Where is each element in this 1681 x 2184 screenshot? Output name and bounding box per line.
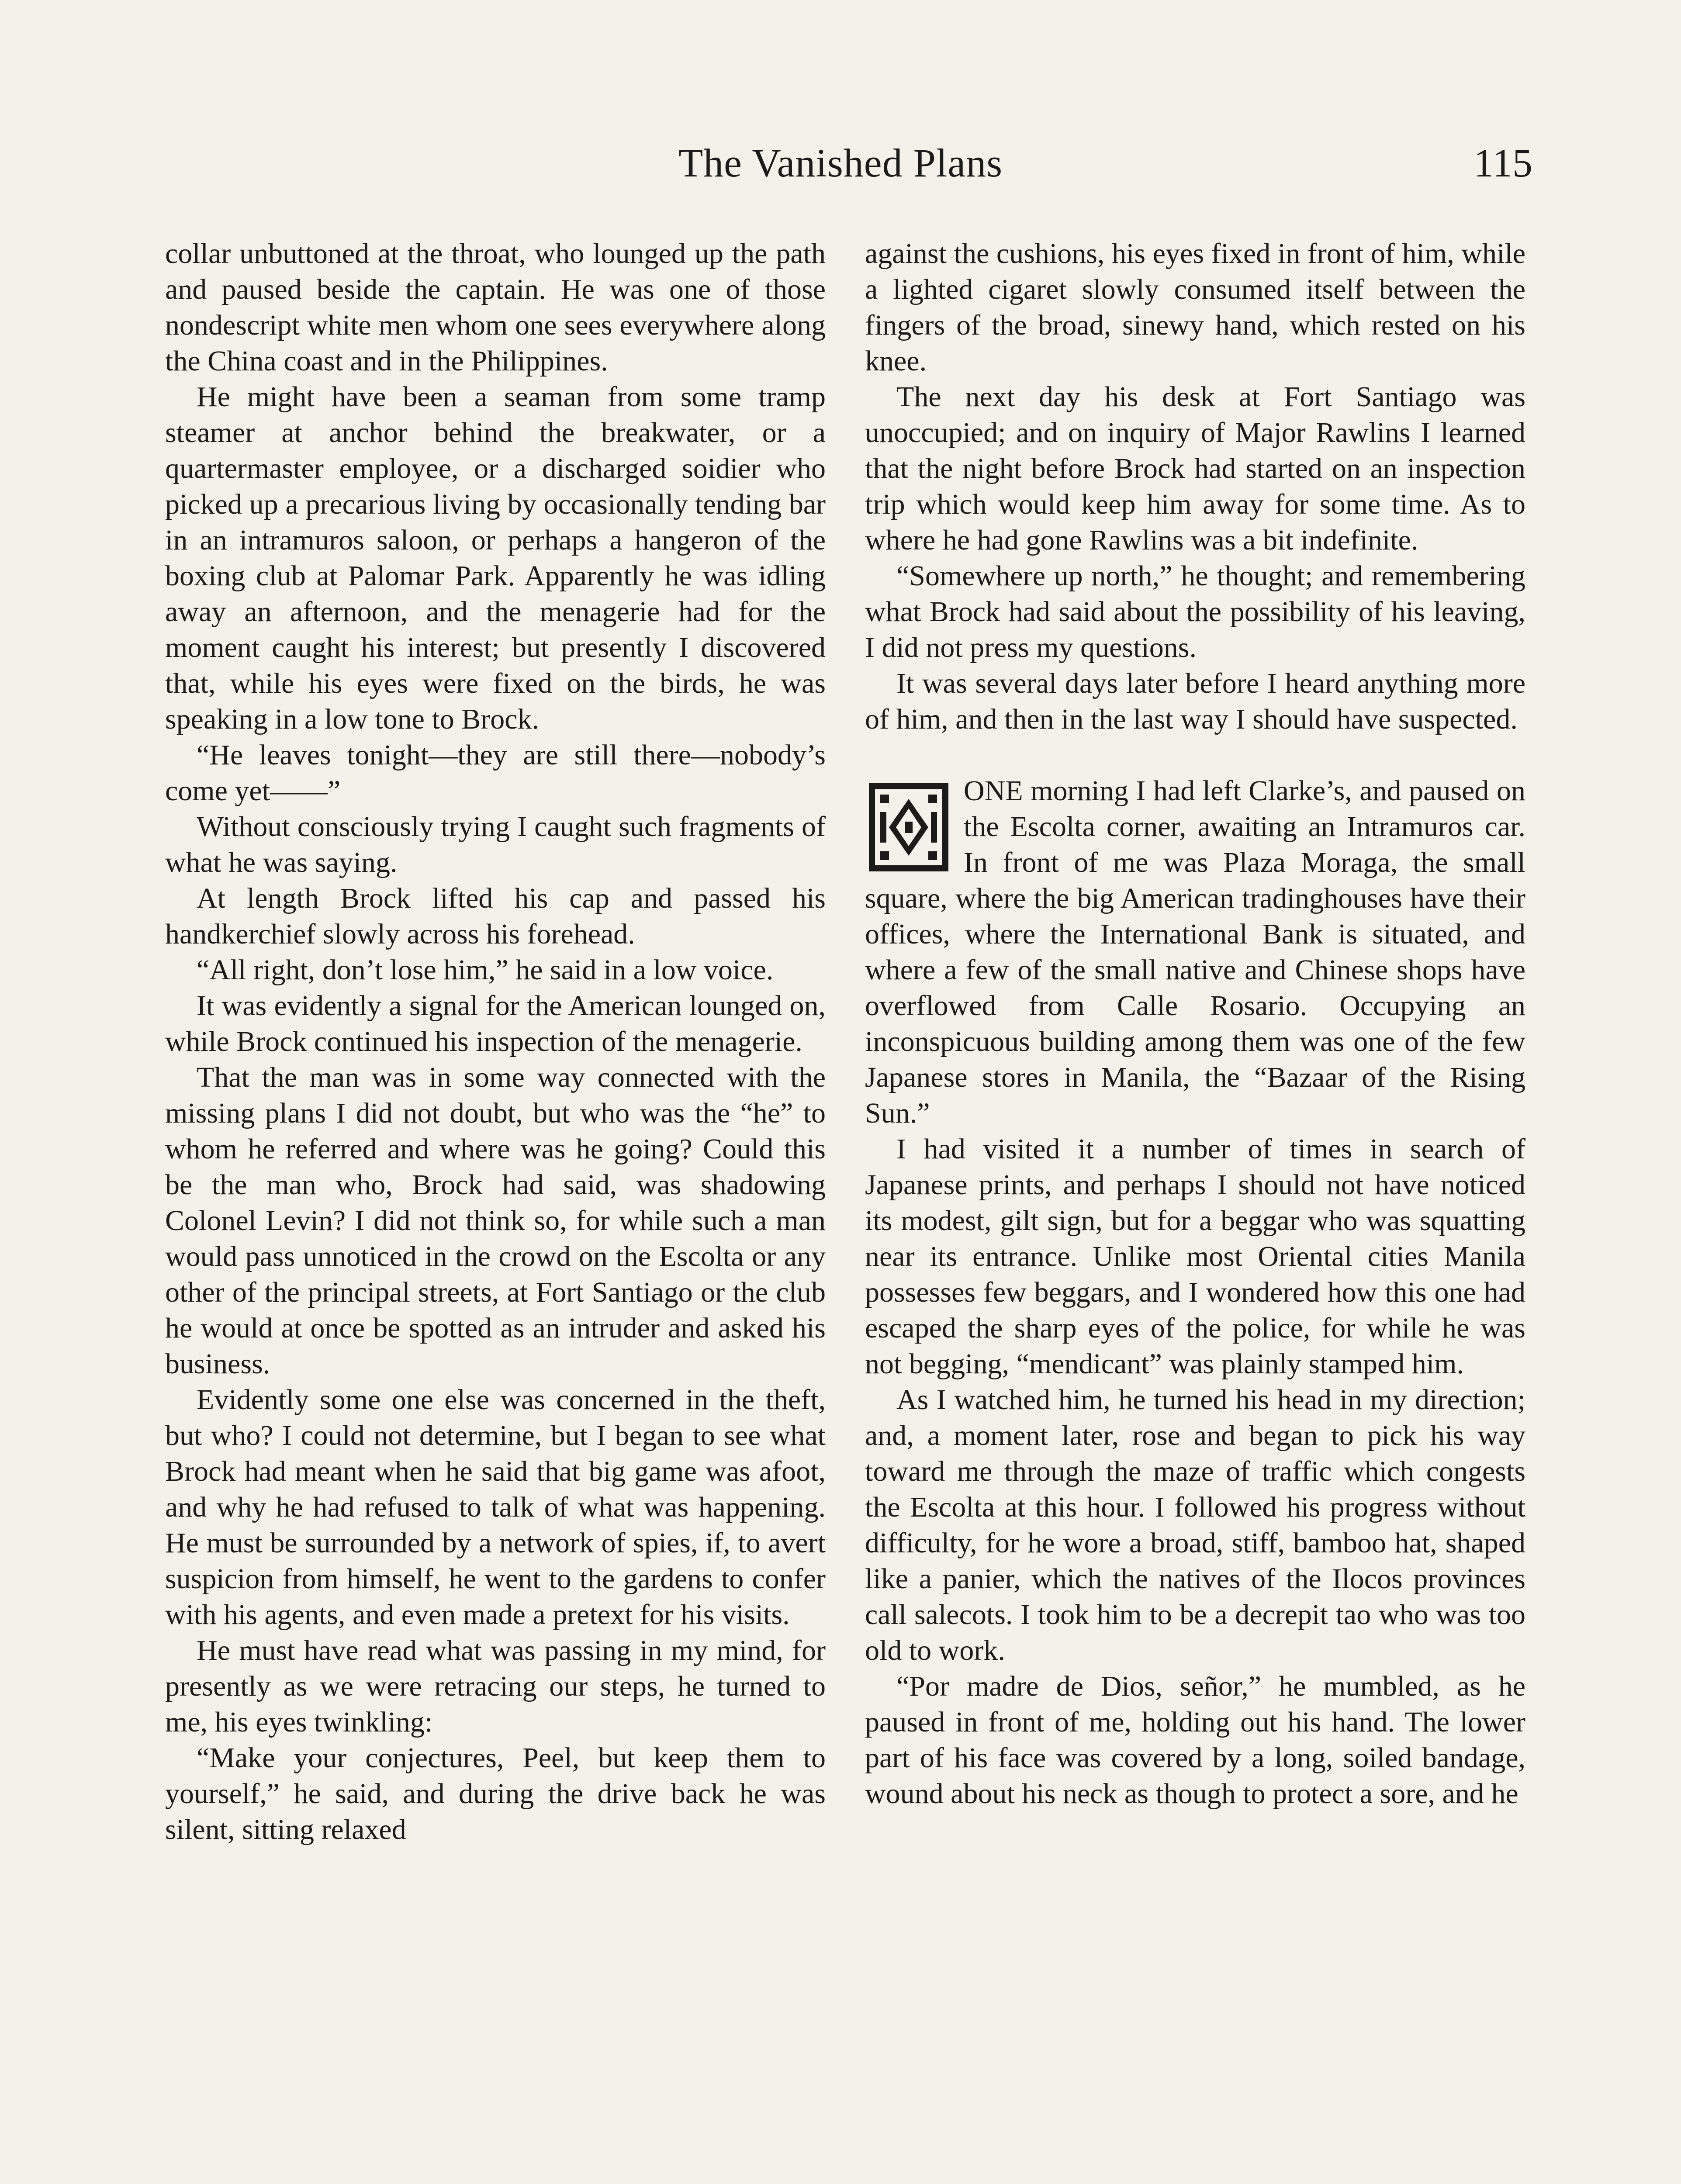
paragraph-text: ONE morning I had left Clarke’s, and paused on the Escolta corner, awaiting an Intramuros car. In front of me was Plaza Moraga, the small square, where the big American tradinghouses have their offices, where the International Bank is situated, and where a few of the small native and Chinese shops have overflowed from Calle Rosario. Occupying an inconspicuous building among them was one of the few Japanese stores in Manila, the “Bazaar of the Rising Sun.” xyxy=(865,775,1525,1129)
section-break xyxy=(865,737,1525,773)
paragraph: Without consciously trying I caught such fragments of what he was saying. xyxy=(165,811,826,878)
right-column xyxy=(865,236,1525,1812)
ornamental-initial-icon xyxy=(865,779,952,875)
paragraph: collar unbuttoned at the throat, who lounged up the path and paused beside the captain. He was one of those nondescript white men whom one sees everywhere along the China coast and in the Philippines. xyxy=(165,238,826,377)
page-number: 115 xyxy=(1473,141,1532,185)
paragraph: That the man was in some way connected with the missing plans I did not doubt, but who was the “he” to whom he referred and where was he going? Could this be the man who, Brock had said, was shadowing Colonel Levin? I did not think so, for while such a man would pass unnoticed in the crowd on the Escolta or any other of the principal streets, at Fort Santiago or the club he would at once be spotted as an intruder and asked his business. xyxy=(165,1061,826,1380)
running-head: The Vanished Plans xyxy=(678,141,1003,185)
section-opening-paragraph xyxy=(865,773,1525,1131)
paragraph: I had visited it a number of times in search of Japanese prints, and perhaps I should not have noticed its modest, gilt sign, but for a beggar who was squatting near its entrance. Unlike most Oriental cities Manila possesses few beggars, and I wondered how this one had escaped the sharp eyes of the police, for while he was not begging, “mendicant” was plainly stamped him. xyxy=(865,1133,1525,1380)
paragraph: The next day his desk at Fort Santiago was unoccupied; and on inquiry of Major Rawlins I learned that the night before Brock had started on an inspection trip which would keep him away for some time. As to where he had gone Rawlins was a bit indefinite. xyxy=(865,381,1525,556)
paragraph: “Make your conjectures, Peel, but keep them to yourself,” he said, and during the drive back he was silent, sitting relaxed xyxy=(165,1742,826,1845)
paragraph: “He leaves tonight—they are still there—nobody’s come yet——” xyxy=(165,739,826,807)
left-column xyxy=(165,236,826,1848)
paragraph: It was several days later before I heard anything more of him, and then in the last way I should have suspected. xyxy=(865,667,1525,735)
paragraph: He must have read what was passing in my mind, for presently as we were retracing our steps, he turned to me, his eyes twinkling: xyxy=(165,1635,826,1738)
paragraph: “All right, don’t lose him,” he said in a low voice. xyxy=(197,954,774,986)
paragraph: Evidently some one else was concerned in the theft, but who? I could not determine, but I began to see what Brock had meant when he said that big game was afoot, and why he had refused to talk of what was happening. He must be surrounded by a network of spies, if, to avert suspicion from himself, he went to the gardens to confer with his agents, and even made a pretext for his visits. xyxy=(165,1384,826,1631)
paragraph: It was evidently a signal for the American lounged on, while Brock continued his inspection of the menagerie. xyxy=(165,990,826,1057)
paragraph: “Por madre de Dios, señor,” he mumbled, as he paused in front of me, holding out his hand. The lower part of his face was covered by a long, soiled bandage, wound about his neck as though to protect a sore, and he xyxy=(865,1670,1525,1810)
paragraph: He might have been a seaman from some tramp steamer at anchor behind the breakwater, or a quartermaster employee, or a discharged soidier who picked up a precarious living by occasionally tending bar in an intramuros saloon, or perhaps a hangeron of the boxing club at Palomar Park. Apparently he was idling away an afternoon, and the menagerie had for the moment caught his interest; but presently I discovered that, while his eyes were fixed on the birds, he was speaking in a low tone to Brock. xyxy=(165,381,826,735)
paragraph: At length Brock lifted his cap and passed his handkerchief slowly across his forehead. xyxy=(165,882,826,950)
paragraph: “Somewhere up north,” he thought; and remembering what Brock had said about the possibility of his leaving, I did not press my questions. xyxy=(865,560,1525,663)
paragraph: As I watched him, he turned his head in my direction; and, a moment later, rose and began to pick his way toward me through the maze of traffic which congests the Escolta at this hour. I followed his progress without difficulty, for he wore a broad, stiff, bamboo hat, shaped like a panier, which the natives of the Ilocos provinces call salecots. I took him to be a decrepit tao who was too old to work. xyxy=(865,1384,1525,1666)
paragraph: against the cushions, his eyes fixed in front of him, while a lighted cigaret slowly consumed itself between the fingers of the broad, sinewy hand, which rested on his knee. xyxy=(865,238,1525,377)
